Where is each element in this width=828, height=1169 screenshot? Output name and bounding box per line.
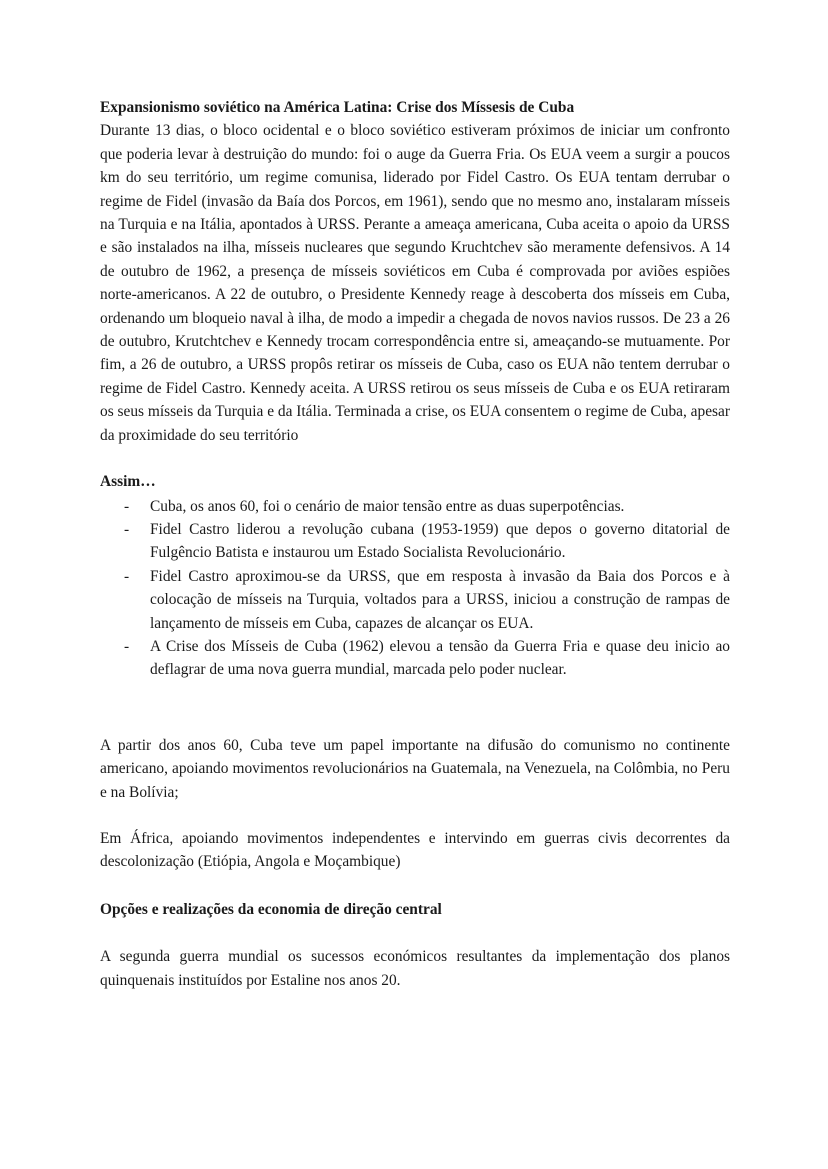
dash-bullet: - <box>124 497 130 515</box>
list-item-text: Fidel Castro liderou a revolução cubana (1953-1959) que depos o governo ditatorial de Fulgêncio Batista e instaurou um Estado Socialista Revolucionário. <box>150 520 730 562</box>
paragraph-cuba-crisis: Durante 13 dias, o bloco ocidental e o bloco soviético estiveram próximos de iniciar um confronto que poderia levar à destruição do mundo: foi o auge da Guerra Fria. Os EUA veem a surgir a poucos km do seu território, um regime comunisa, liderado por Fidel Castro. Os EUA tentam derrubar o regime de Fidel (invasão da Baía dos Porcos, em 1961), sendo que no mesmo ano, instalaram mísseis na Turquia e na Itália, apontados à URSS. Perante a ameaça americana, Cuba aceita o apoio da URSS e são instalados na ilha, mísseis nucleares que segundo Kruchtchev são meramente defensivos. A 14 de outubro de 1962, a presença de mísseis soviéticos em Cuba é comprovada por aviões espiões norte-americanos. A 22 de outubro, o Presidente Kennedy reage à descoberta dos mísseis em Cuba, ordenando um bloqueio naval à ilha, de modo a impedir a chegada de novos navios russos. De 23 a 26 de outubro, Krutchtchev e Kennedy trocam correspondência entre si, ameaçando-se mutuamente. Por fim, a 26 de outubro, a URSS propôs retirar os mísseis de Cuba, caso os EUA não tentem derrubar o regime de Fidel Castro. Kennedy aceita. A URSS retirou os seus mísseis de Cuba e os EUA retiraram os seus mísseis da Turquia e da Itália. Terminada a crise, os EUA consentem o regime de Cuba, apesar da proximidade do seu território <box>100 122 730 444</box>
dash-bullet: - <box>124 567 130 585</box>
paragraph-cuba-influence: A partir dos anos 60, Cuba teve um papel importante na difusão do comunismo no continente americano, apoiando movimentos revolucionários na Guatemala, na Venezuela, na Colômbia, no Peru e na Bolívia; <box>100 736 730 801</box>
list-item <box>100 635 730 682</box>
paragraph-africa: Em África, apoiando movimentos independentes e intervindo em guerras civis decorrentes da descolonização (Etiópia, Angola e Moçambique) <box>100 829 730 871</box>
dash-bullet: - <box>124 637 130 655</box>
summary-heading: Assim… <box>100 473 156 491</box>
list-item <box>100 518 730 565</box>
list-item-text: A Crise dos Mísseis de Cuba (1962) elevou a tensão da Guerra Fria e quase deu inicio ao deflagrar de uma nova guerra mundial, marcada pelo poder nuclear. <box>150 637 730 679</box>
paragraph-central-economy: A segunda guerra mundial os sucessos económicos resultantes da implementação dos planos quinquenais instituídos por Estaline nos anos 20. <box>100 948 730 989</box>
list-item <box>100 495 730 518</box>
dash-bullet: - <box>124 520 130 538</box>
list-item-text: Fidel Castro aproximou-se da URSS, que em resposta à invasão da Baia dos Porcos e à colocação de mísseis na Turquia, voltados para a URSS, iniciou a construção de rampas de lançamento de mísseis em Cuba, capazes de alcançar os EUA. <box>150 567 730 632</box>
summary-list <box>100 495 730 682</box>
list-item-text: Cuba, os anos 60, foi o cenário de maior tensão entre as duas superpotências. <box>150 497 625 515</box>
section-title-cuba-crisis: Expansionismo soviético na América Latina: Crise dos Míssesis de Cuba <box>100 99 575 116</box>
document-page <box>100 96 730 992</box>
list-item <box>100 565 730 635</box>
section-title-central-economy: Opções e realizações da economia de direção central <box>100 900 442 918</box>
